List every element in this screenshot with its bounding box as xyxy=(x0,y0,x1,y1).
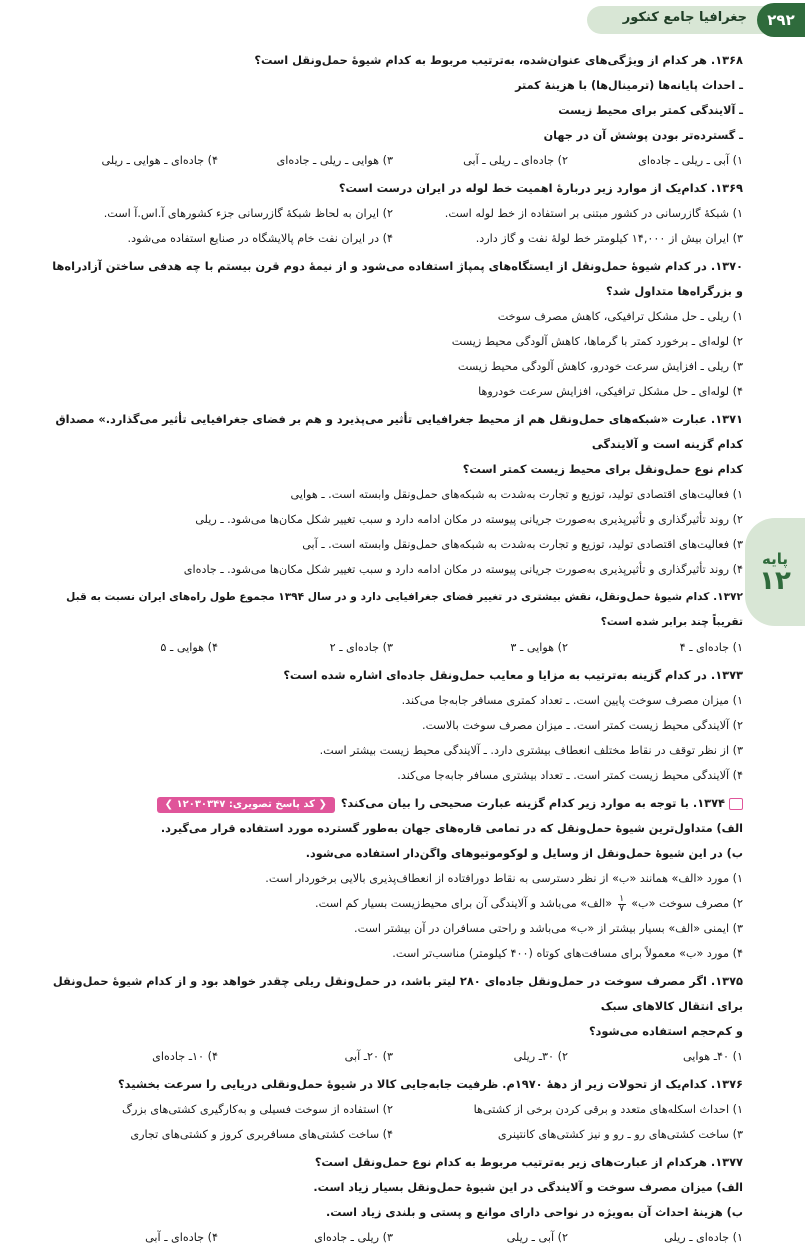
question-text: عبارت «شبکه‌های حمل‌ونقل هم از محیط جغرافیایی تأثیر می‌پذیرد و هم بر فضای جغرافیایی تأثیر می‌گذارد.» مصداق کدام گزینه است و آلایندگی xyxy=(55,412,743,451)
option-2[interactable]: ۲) روند تأثیرگذاری و تأثیرپذیری به‌صورت جریانی پیوسته در مکان ادامه دارد و سبب تغییر شکل مکان‌ها می‌شود. ـ ریلی xyxy=(195,513,743,526)
fraction-denominator: ۷ xyxy=(619,903,625,914)
option-3[interactable]: ۳) ایمنی «الف» بسیار بیشتر از «ب» می‌باشد و راحتی مسافران در آن بیشتر است. xyxy=(354,922,743,935)
option-1[interactable]: ۱) احداث اسکله‌های متعدد و برقی کردن برخی از کشتی‌ها xyxy=(473,1103,743,1116)
grade-side-tab xyxy=(745,518,805,626)
question-text: با توجه به موارد زیر کدام گزینه عبارت صحیحی را بیان می‌کند؟ xyxy=(340,796,689,810)
question-number: ۱۳۷۵. xyxy=(710,974,743,988)
question-text: کدام‌یک از موارد زیر دربارهٔ اهمیت خط لوله در ایران درست است؟ xyxy=(338,181,707,195)
question-number: ۱۳۷۲. xyxy=(713,591,743,603)
question-1373 xyxy=(43,663,743,788)
options-row xyxy=(43,148,743,173)
question-text: کدام‌یک از تحولات زیر از دههٔ ۱۹۷۰م. ظرفیت جابه‌جایی کالا در شیوهٔ حمل‌ونقلی دریایی را سرعت بخشید؟ xyxy=(118,1077,707,1091)
option-2[interactable]: ۲) استفاده از سوخت فسیلی و به‌کارگیری کشتی‌های بزرگ xyxy=(122,1103,393,1116)
option-4[interactable]: ۴) ۱۰ـ جاده‌ای xyxy=(152,1050,218,1063)
grade-number: ۱۲ xyxy=(759,566,791,596)
questions-column xyxy=(43,48,743,1253)
question-stem xyxy=(43,48,743,73)
option-4[interactable]: ۴) جاده‌ای ـ آبی xyxy=(145,1231,218,1244)
option-1[interactable]: ۱) فعالیت‌های اقتصادی تولید، توزیع و تجارت به‌شدت به شبکه‌های حمل‌ونقل وابسته است. ـ هوایی xyxy=(290,488,743,501)
option-3[interactable]: ۳) از نظر توقف در نقاط مختلف انعطاف بیشتری دارد. ـ آلایندگی محیط زیست بیشتر است. xyxy=(319,744,743,757)
options-row xyxy=(43,226,743,251)
option-2[interactable]: ۲) ۳۰ـ ریلی xyxy=(513,1050,568,1063)
question-text: کدام شیوهٔ حمل‌ونقل، نقش بیشتری در تغییر فضای جغرافیایی دارد و در سال ۱۳۹۴ مجموع طول راه‌های ایران نسبت به قبل تقریباً چند برابر شده است؟ xyxy=(66,591,743,628)
video-icon[interactable] xyxy=(729,798,743,810)
statement-item-a: الف) میزان مصرف سوخت و آلایندگی در این شیوهٔ حمل‌ونقل بسیار زیاد است. xyxy=(313,1181,743,1194)
option-1[interactable]: ۱) میزان مصرف سوخت پایین است. ـ تعداد کمتری مسافر جابه‌جا می‌کند. xyxy=(401,694,743,707)
option-4[interactable]: ۴) مورد «ب» معمولاً برای مسافت‌های کوتاه (۴۰۰ کیلومتر) مناسب‌تر است. xyxy=(392,947,743,960)
option-4[interactable]: ۴) ساخت کشتی‌های مسافربری کروز و کشتی‌های تجاری xyxy=(130,1128,393,1141)
option-1[interactable]: ۱) مورد «الف» همانند «ب» از نظر دسترسی به نقاط دورافتاده از انعطاف‌پذیری بالایی برخوردار است. xyxy=(265,872,743,885)
options-row xyxy=(43,1044,743,1069)
option-3[interactable]: ۳) هوایی ـ ریلی ـ جاده‌ای xyxy=(276,154,393,167)
option-2-start: ۲) مصرف سوخت «ب» xyxy=(631,897,743,910)
option-2[interactable] xyxy=(43,891,743,916)
question-1377 xyxy=(43,1150,743,1250)
option-4[interactable]: ۴) روند تأثیرگذاری و تأثیرپذیری به‌صورت جریانی پیوسته در مکان ادامه دارد و سبب تغییر شکل مکان‌ها می‌شود. ـ جاده‌ای xyxy=(183,563,743,576)
options-row xyxy=(43,201,743,226)
book-title: جغرافیا جامع کنکور xyxy=(622,10,747,25)
question-1370 xyxy=(43,254,743,404)
question-number: ۱۳۶۹. xyxy=(710,181,743,195)
page-number: ۲۹۲ xyxy=(757,3,805,37)
options-row xyxy=(43,1097,743,1122)
statement-item: ـ احداث پایانه‌ها (ترمینال‌ها) با هزینهٔ کمتر xyxy=(515,79,743,92)
option-3[interactable]: ۳) ساخت کشتی‌های رو ـ رو و نیز کشتی‌های کانتینری xyxy=(497,1128,743,1141)
question-1371 xyxy=(43,407,743,582)
question-text: هر کدام از ویژگی‌های عنوان‌شده، به‌ترتیب مربوط به کدام شیوهٔ حمل‌ونقل است؟ xyxy=(254,53,707,67)
fraction-numerator: ۱ xyxy=(619,893,625,904)
option-4[interactable]: ۴) آلایندگی محیط زیست کمتر است. ـ تعداد بیشتری مسافر جابه‌جا می‌کند. xyxy=(397,769,743,782)
statement-item-b: ب) در این شیوهٔ حمل‌ونقل از وسایل و لوکوموتیوهای واگن‌دار استفاده می‌شود. xyxy=(305,847,743,860)
option-4[interactable]: ۴) هوایی ـ ۵ xyxy=(160,641,218,654)
question-text: اگر مصرف سوخت در حمل‌ونقل جاده‌ای ۲۸۰ لیتر باشد، در حمل‌ونقل ریلی چقدر خواهد بود و از کدام شیوهٔ حمل‌ونقل برای انتقال کالاهای سبک xyxy=(52,974,743,1013)
question-number: ۱۳۷۶. xyxy=(710,1077,743,1091)
page-header xyxy=(0,0,805,38)
option-2[interactable]: ۲) هوایی ـ ۳ xyxy=(510,641,568,654)
question-1369 xyxy=(43,176,743,251)
question-stem xyxy=(43,791,743,816)
option-3[interactable]: ۳) ۲۰ـ آبی xyxy=(344,1050,393,1063)
statement-item-a: الف) متداول‌ترین شیوهٔ حمل‌ونقل که در تمامی قاره‌های جهان به‌طور گسترده مورد استفاده قرار می‌گیرد. xyxy=(160,822,743,835)
question-text: در کدام گزینه به‌ترتیب به مزایا و معایب حمل‌ونقل جاده‌ای اشاره شده است؟ xyxy=(283,668,707,682)
option-3[interactable]: ۳) جاده‌ای ـ ۲ xyxy=(329,641,393,654)
question-number: ۱۳۷۳. xyxy=(710,668,743,682)
option-2[interactable]: ۲) آلایندگی محیط زیست کمتر است. ـ میزان مصرف سوخت بالاست. xyxy=(422,719,743,732)
options-row xyxy=(43,1122,743,1147)
badge-text: کد پاسخ تصویری: ۱۲۰۳۰۳۴۷ xyxy=(176,799,315,810)
option-4[interactable]: ۴) لوله‌ای ـ حل مشکل ترافیکی، افزایش سرعت خودروها xyxy=(478,385,743,398)
question-1368 xyxy=(43,48,743,173)
question-number: ۱۳۷۱. xyxy=(710,412,743,426)
option-3[interactable]: ۳) ایران بیش از ۱۴,۰۰۰ کیلومتر خط لولهٔ نفت و گاز دارد. xyxy=(475,232,743,245)
option-2[interactable]: ۲) جاده‌ای ـ ریلی ـ آبی xyxy=(463,154,568,167)
question-1376 xyxy=(43,1072,743,1147)
option-4[interactable]: ۴) جاده‌ای ـ هوایی ـ ریلی xyxy=(101,154,218,167)
option-4[interactable]: ۴) در ایران نفت خام پالایشگاه در صنایع استفاده می‌شود. xyxy=(127,232,393,245)
fraction xyxy=(618,895,626,914)
question-stem xyxy=(43,407,743,457)
question-1375 xyxy=(43,969,743,1069)
question-text: هرکدام از عبارت‌های زیر به‌ترتیب مربوط به کدام نوع حمل‌ونقل است؟ xyxy=(314,1155,707,1169)
option-1[interactable]: ۱) آبی ـ ریلی ـ جاده‌ای xyxy=(638,154,743,167)
question-stem xyxy=(43,585,743,635)
question-number: ۱۳۷۷. xyxy=(710,1155,743,1169)
option-2[interactable]: ۲) آبی ـ ریلی xyxy=(506,1231,568,1244)
question-text-cont: و کم‌حجم استفاده می‌شود؟ xyxy=(588,1024,743,1038)
question-stem xyxy=(43,1072,743,1097)
options-row xyxy=(43,635,743,660)
option-3[interactable]: ۳) ریلی ـ افزایش سرعت خودرو، کاهش آلودگی محیط زیست xyxy=(457,360,743,373)
video-answer-code-badge[interactable]: ❮ کد پاسخ تصویری: ۱۲۰۳۰۳۴۷ ❯ xyxy=(157,797,335,813)
option-1[interactable]: ۱) جاده‌ای ـ ۴ xyxy=(679,641,743,654)
option-3[interactable]: ۳) ریلی ـ جاده‌ای xyxy=(314,1231,393,1244)
question-1372 xyxy=(43,585,743,660)
option-2-end: «الف» می‌باشد و آلایندگی آن برای محیط‌زیست بسیار کم است. xyxy=(315,897,613,910)
question-text-cont: کدام نوع حمل‌ونقل برای محیط زیست کمتر است؟ xyxy=(462,462,743,476)
statement-item: ـ گسترده‌تر بودن پوشش آن در جهان xyxy=(543,129,743,142)
question-stem xyxy=(43,969,743,1019)
option-2[interactable]: ۲) لوله‌ای ـ برخورد کمتر با گرماها، کاهش آلودگی محیط زیست xyxy=(451,335,743,348)
question-stem xyxy=(43,1150,743,1175)
question-number: ۱۳۷۴. xyxy=(692,796,725,810)
question-text: در کدام شیوهٔ حمل‌ونقل از ایستگاه‌های پمپاژ استفاده می‌شود و از نیمهٔ دوم قرن بیستم با چه هدفی ساختن آزادراه‌ها و بزرگراه‌ها متداول شد؟ xyxy=(52,259,743,298)
question-stem xyxy=(43,254,743,304)
question-stem xyxy=(43,176,743,201)
option-1[interactable]: ۱) ریلی ـ حل مشکل ترافیکی، کاهش مصرف سوخت xyxy=(497,310,743,323)
question-number: ۱۳۶۸. xyxy=(710,53,743,67)
option-1[interactable]: ۱) ۴۰ـ هوایی xyxy=(682,1050,743,1063)
question-1374 xyxy=(43,791,743,966)
question-number: ۱۳۷۰. xyxy=(710,259,743,273)
grade-label: پایه xyxy=(762,550,788,568)
statement-item-b: ب) هزینهٔ احداث آن به‌ویژه در نواحی دارای موانع و پستی و بلندی زیاد است. xyxy=(326,1206,743,1219)
options-row xyxy=(43,1225,743,1250)
option-1[interactable]: ۱) جاده‌ای ـ ریلی xyxy=(664,1231,743,1244)
statement-item: ـ آلایندگی کمتر برای محیط زیست xyxy=(558,104,743,117)
question-stem xyxy=(43,663,743,688)
option-1[interactable]: ۱) شبکهٔ گازرسانی در کشور مبتنی بر استفاده از خط لوله است. xyxy=(444,207,743,220)
option-2[interactable]: ۲) ایران به لحاظ شبکهٔ گازرسانی جزء کشورهای آ.اس.آ است. xyxy=(103,207,393,220)
option-3[interactable]: ۳) فعالیت‌های اقتصادی تولید، توزیع و تجارت به‌شدت به شبکه‌های حمل‌ونقل وابسته است. ـ آبی xyxy=(302,538,743,551)
